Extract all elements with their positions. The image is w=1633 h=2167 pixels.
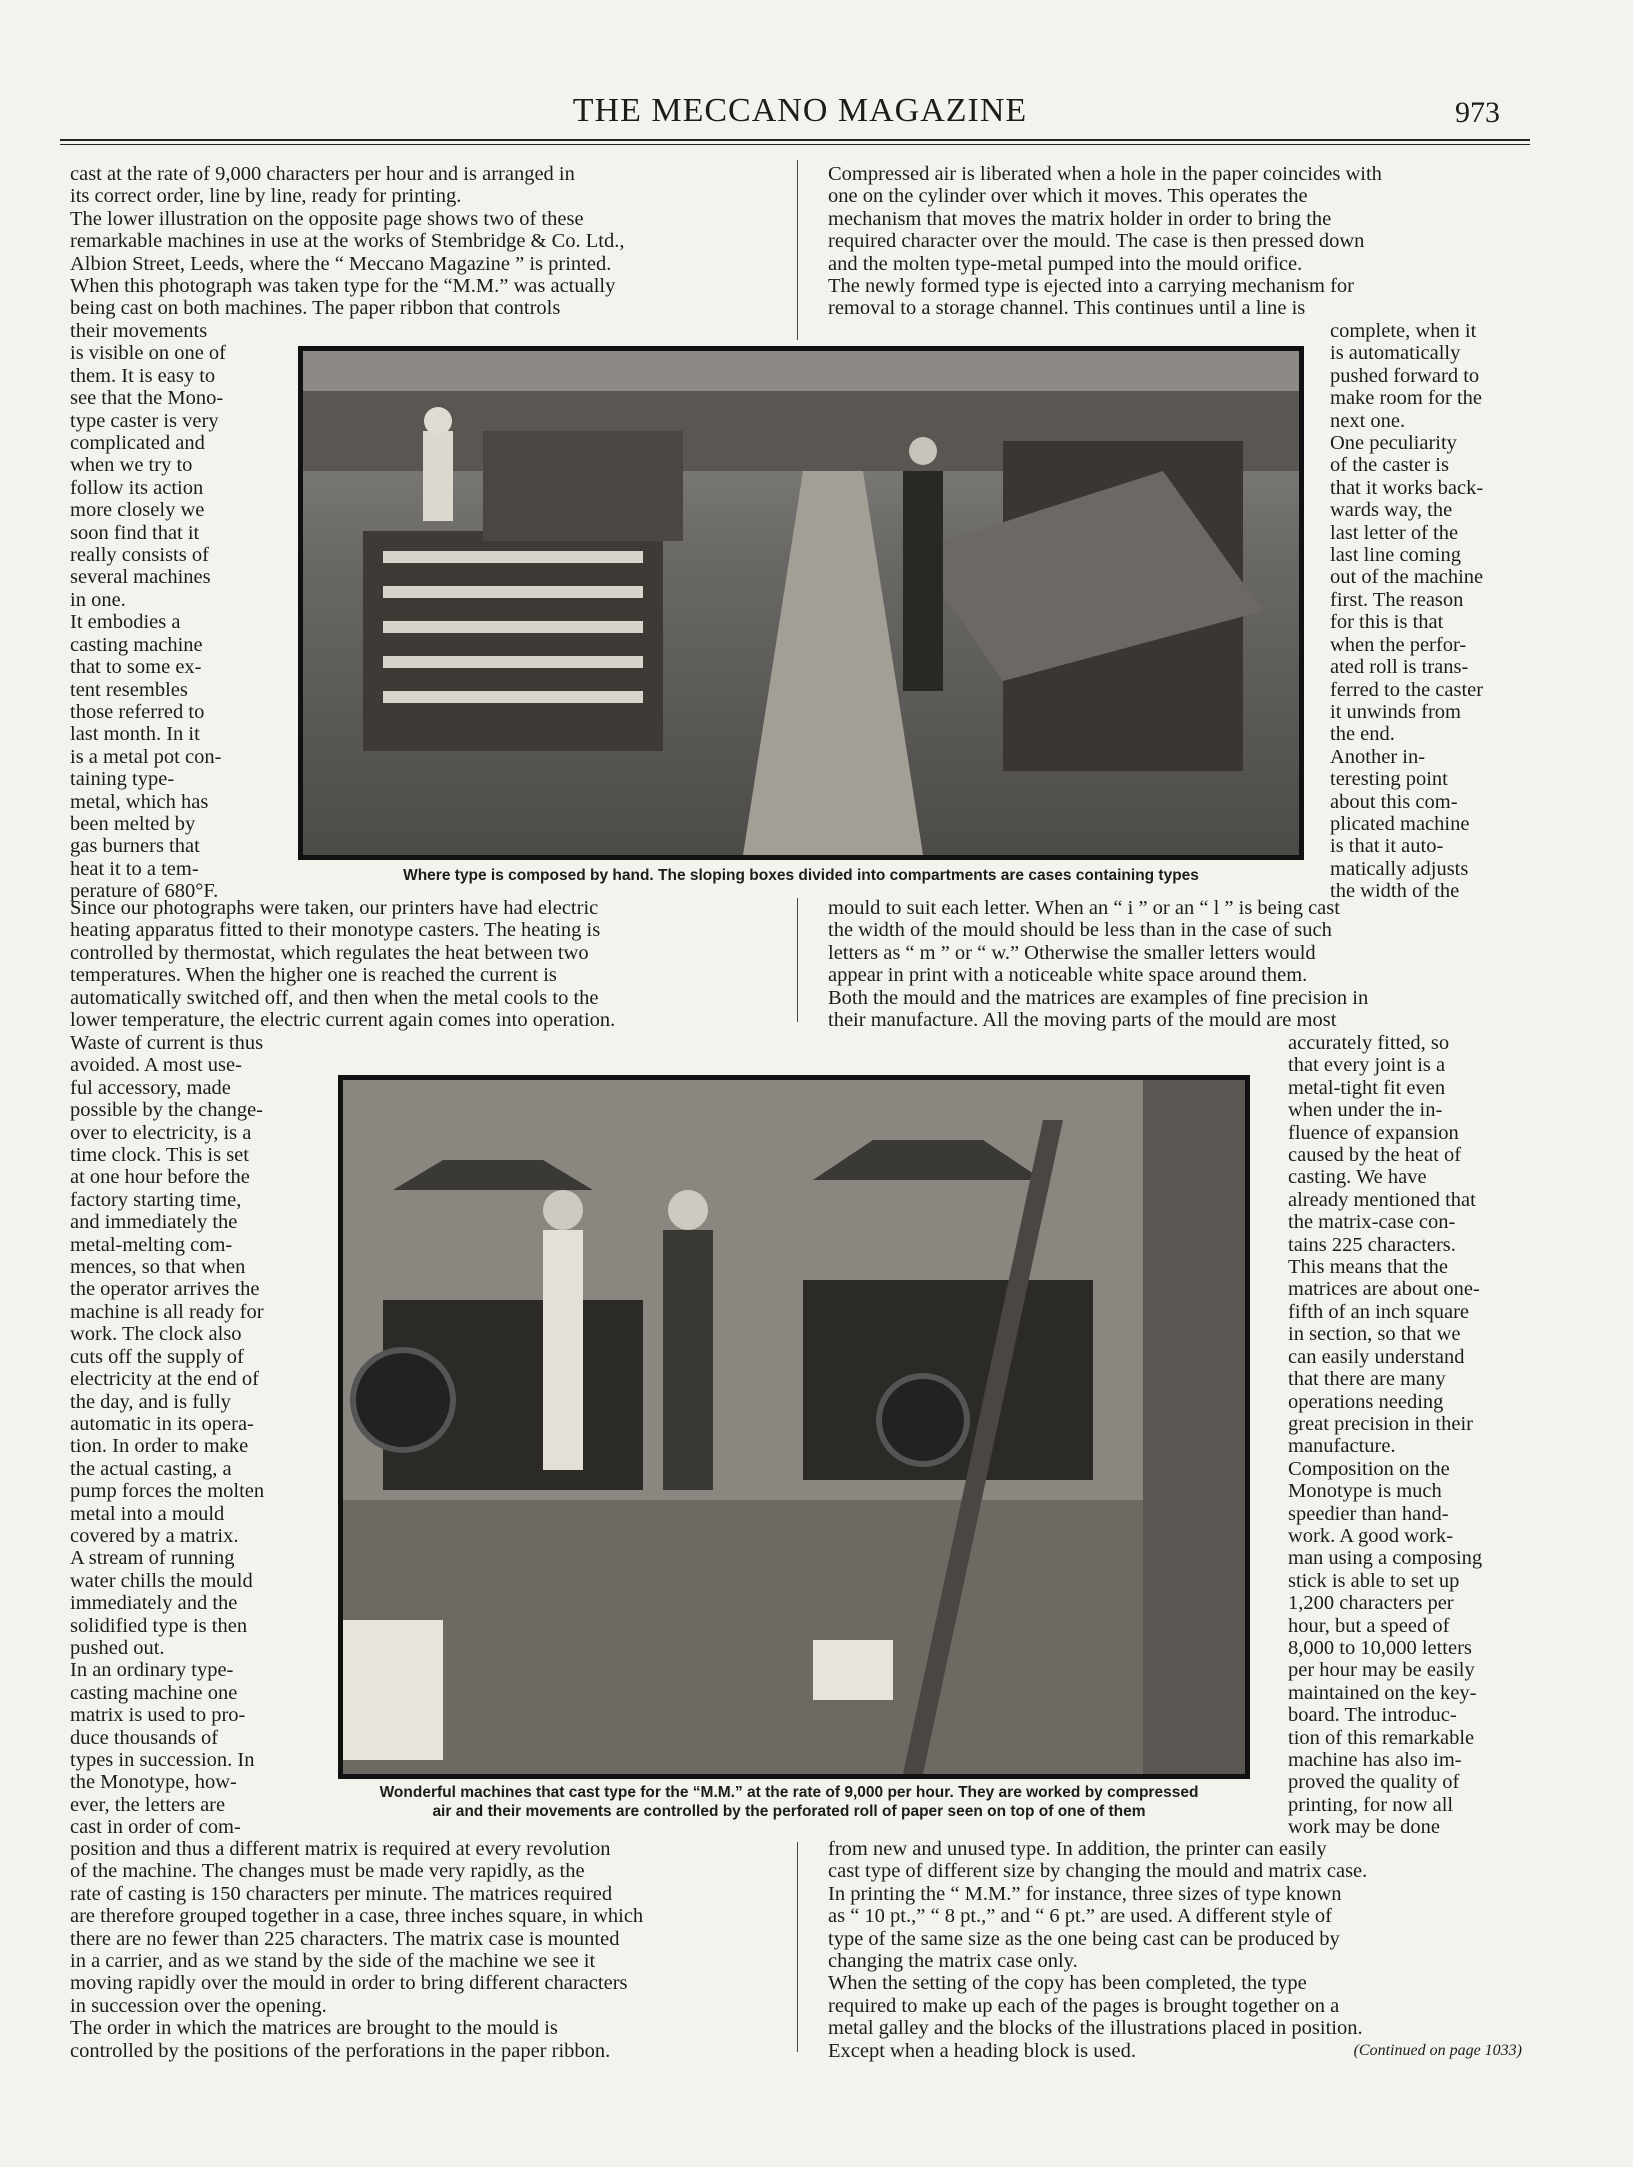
continued-note: (Continued on page 1033) — [1353, 2042, 1522, 2059]
casting-machines-photo — [338, 1075, 1250, 1779]
header-rule — [60, 139, 1530, 141]
header-rule-thin — [60, 144, 1530, 145]
body-text-left-narrow-1: their movements is visible on one of them. It is easy to see that the Mono- type caster is very complicated and when we try to follow its action more closely we soon find that it really consists of several machines in one. It embodies a casting machine that to some ex- tent resembles those referred to last month. In it is a metal pot con- taining type- metal, which has been melted by gas burners that heat it to a tem- perature of 680°F. — [70, 320, 227, 903]
body-text-left-narrow-2: Waste of current is thus avoided. A most use- ful accessory, made possible by the change- over to electricity, is a time clock. This is set at one hour before the factory starting time, and immediately the metal-melting com- mences, so that when the operator arrives the machine is all ready for work. The clock also cuts off the supply of electricity at the end of the day, and is fully automatic in its opera- tion. In order to make the actual casting, a pump forces the molten metal into a mould covered by a matrix. A stream of running water chills the mould immediately and the solidified type is then pushed out. In an ordinary type- casting machine one matrix is used to pro- duce thousands of types in succession. In the Monotype, how- ever, the letters are cast in order of com- — [70, 1032, 265, 1839]
body-text-right-top: Compressed air is liberated when a hole in the paper coincides with one on the cylinder over which it moves. This operates the mechanism that moves the matrix holder in order to bring the required character over the mould. The case is then pressed down and the molten type-metal pumped into the mould orifice. The newly formed type is ejected into a carrying mechanism for removal to a storage channel. This continues until a line is — [828, 163, 1382, 320]
page-number: 973 — [1455, 96, 1500, 129]
body-text-left-bottom: position and thus a different matrix is required at every revolution of the machine. The changes must be made very rapidly, as the rate of casting is 150 characters per minute. The matrices required are therefore grouped together in a case, three inches square, in which there are no fewer than 225 characters. The matrix case is mounted in a carrier, and as we stand by the side of the machine we see it moving rapidly over the mould in order to bring different characters in succession over the opening. The order in which the matrices are brought to the mould is controlled by the positions of the perforations in the paper ribbon. — [70, 1838, 644, 2062]
body-text-left-mid: Since our photographs were taken, our printers have had electric heating apparatus fitted to their monotype casters. The heating is controlled by thermostat, which regulates the heat between two temperatures. When the higher one is reached the current is automatically switched off, and then when the metal cools to the lower temperature, the electric current again comes into operation. — [70, 897, 616, 1032]
figure-2-caption: Wonderful machines that cast type for the “M.M.” at the rate of 9,000 per hour. They are worked by compressed air and their movements are controlled by the perforated roll of paper seen on top of one of them — [379, 1784, 1199, 1820]
page-header — [60, 92, 1540, 132]
column-divider — [797, 160, 798, 340]
body-text-left-top: cast at the rate of 9,000 characters per hour and is arranged in its correct order, line by line, ready for printing. The lower illustration on the opposite page shows two of these remarkable machines in use at the works of Stembridge & Co. Ltd., Albion Street, Leeds, where the “ Meccano Magazine ” is printed. When this photograph was taken type for the “M.M.” was actually being cast on both machines. The paper ribbon that controls — [70, 163, 625, 320]
body-text-right-mid: mould to suit each letter. When an “ i ” or an “ l ” is being cast the width of the mould should be less than in the case of such letters as “ m ” or “ w.” Otherwise the smaller letters would appear in print with a noticeable white space around them. Both the mould and the matrices are examples of fine precision in their manufacture. All the moving parts of the mould are most — [828, 897, 1369, 1032]
composing-room-photo — [298, 346, 1304, 860]
body-text-right-bottom: from new and unused type. In addition, the printer can easily cast type of different size by changing the mould and matrix case. In printing the “ M.M.” for instance, three sizes of type known as “ 10 pt.,” “ 8 pt.,” and “ 6 pt.” are used. A different style of type of the same size as the one being cast can be produced by changing the matrix case only. When the setting of the copy has been completed, the type required to make up each of the pages is brought together on a metal galley and the blocks of the illustrations placed in position. Except when a heading block is used. — [828, 1838, 1368, 2062]
column-divider — [797, 1842, 798, 2052]
column-divider — [797, 898, 798, 1022]
body-text-right-narrow-1: complete, when it is automatically pushed forward to make room for the next one. One peculiarity of the caster is that it works back- wards way, the last letter of the last line coming out of the machine first. The reason for this is that when the perfor- ated roll is trans- ferred to the caster it unwinds from the end. Another in- teresting point about this com- plicated machine is that it auto- matically adjusts the width of the — [1330, 320, 1484, 903]
figure-1-caption: Where type is composed by hand. The sloping boxes divided into compartments are cases containing types — [403, 867, 1199, 884]
magazine-title: THE MECCANO MAGAZINE — [572, 92, 1028, 129]
body-text-right-narrow-2: accurately fitted, so that every joint is a metal-tight fit even when under the in- fluence of expansion caused by the heat of casting. We have already mentioned that the matrix-case con- tains 225 characters. This means that the matrices are about one- fifth of an inch square in section, so that we can easily understand that there are many operations needing great precision in their manufacture. Composition on the Monotype is much speedier than hand- work. A good work- man using a composing stick is able to set up 1,200 characters per hour, but a speed of 8,000 to 10,000 letters per hour may be easily maintained on the key- board. The introduc- tion of this remarkable machine has also im- proved the quality of printing, for now all work may be done — [1288, 1032, 1483, 1839]
